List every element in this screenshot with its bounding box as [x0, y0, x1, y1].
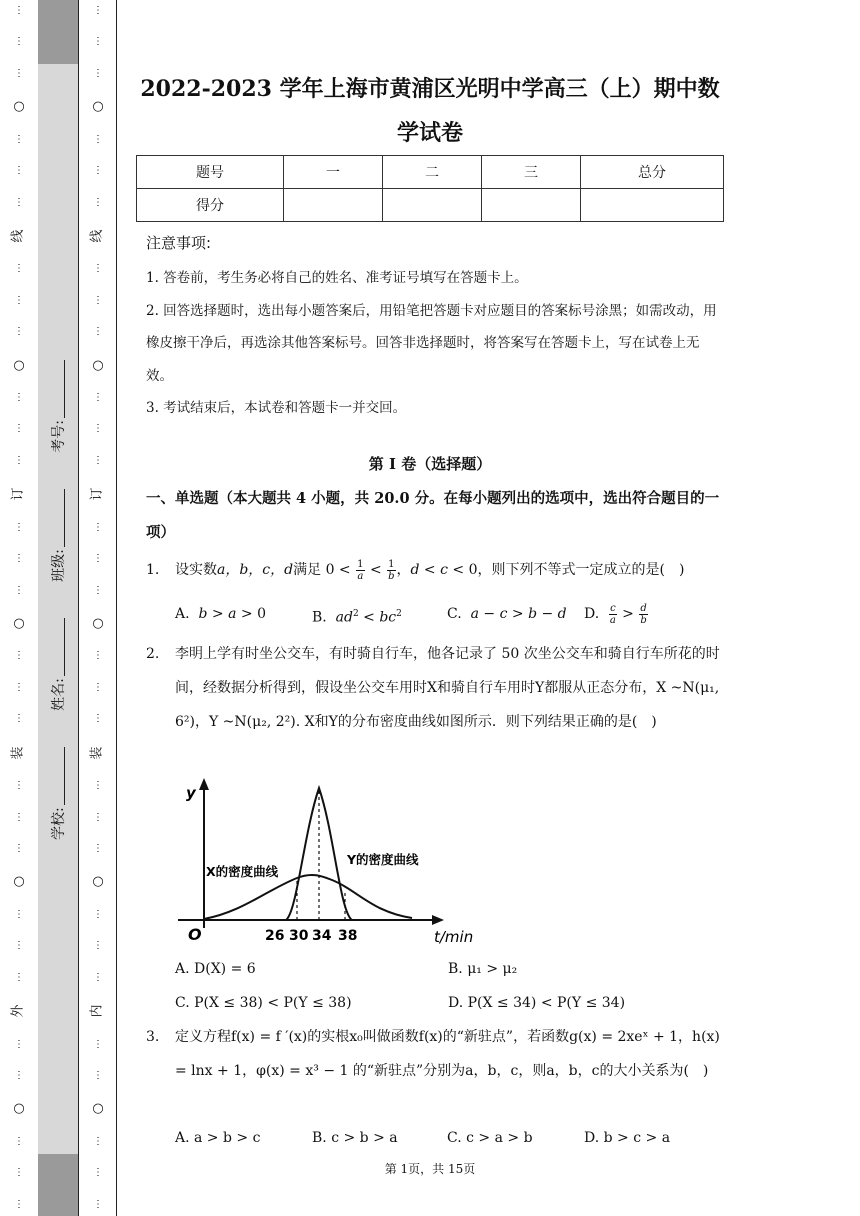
score-table-score-row [137, 189, 724, 222]
strip-cap-top [38, 0, 78, 64]
dots-icon: ⋮ [14, 326, 24, 338]
student-info [38, 360, 78, 840]
option-letter: D. [584, 606, 600, 622]
x-axis-label: t/min [434, 928, 474, 946]
dots-icon: ⋮ [14, 1167, 24, 1179]
notice-item: 1. 答卷前，考生务必将自己的姓名、准考证号填写在答题卡上。 [146, 270, 528, 286]
score-header-cell: 一 [284, 156, 383, 189]
dots-icon: ⋮ [14, 713, 24, 725]
dots-icon: ⋮ [93, 392, 103, 404]
dots-icon: ⋮ [14, 294, 24, 306]
option-d[interactable]: D. P(X ≤ 34) < P(Y ≤ 34) [448, 995, 626, 1011]
option-letter: A. [175, 606, 190, 622]
circle-icon: ○ [13, 616, 25, 632]
score-header-cell: 三 [482, 156, 581, 189]
dots-icon: ⋮ [93, 780, 103, 792]
dots-icon: ⋮ [93, 196, 103, 208]
dots-icon: ⋮ [14, 1069, 24, 1081]
dots-icon: ⋮ [93, 521, 103, 533]
dots-icon: ⋮ [14, 521, 24, 533]
dots-icon: ⋮ [14, 5, 24, 16]
outer-binding-word: 外 [10, 1004, 26, 1018]
question-number: 2. [146, 646, 160, 662]
dots-icon: ⋮ [93, 811, 103, 823]
school-field[interactable] [48, 747, 68, 840]
score-header-cell: 题号 [137, 156, 284, 189]
notice-item: 2. 回答选择题时，选出每小题答案后，用铅笔把答题卡对应题目的答案标号涂黑；如需改动，用橡皮擦干净后，再选涂其他答案标号。回答非选择题时，将答案写在答题卡上，写在试卷上无效。 [146, 302, 717, 384]
q3-options [175, 1123, 725, 1155]
dots-icon: ⋮ [93, 650, 103, 662]
x-axis-arrow [432, 915, 444, 925]
circle-icon: ○ [13, 357, 25, 373]
dots-icon: ⋮ [14, 908, 24, 920]
question-2 [146, 637, 726, 739]
dots-icon: ⋮ [14, 392, 24, 404]
dots-icon: ⋮ [14, 263, 24, 275]
option-d[interactable]: D. $\frac{c}{a}$ > $\frac{d}{b}$ [584, 602, 647, 626]
dots-icon: ⋮ [14, 940, 24, 952]
outer-binding-word: 订 [10, 487, 26, 501]
section-title: 第 I 卷（选择题） [368, 455, 492, 473]
dots-icon: ⋮ [93, 553, 103, 565]
dots-icon: ⋮ [14, 681, 24, 693]
part-heading: 一、单选题（本大题共 4 小题，共 20.0 分。在每小题列出的选项中，选出符合题目的一项） [146, 490, 720, 541]
circle-icon: ○ [13, 99, 25, 115]
circle-icon: ○ [92, 616, 104, 632]
inner-binding-word: 线 [89, 229, 105, 243]
dots-icon: ⋮ [14, 1198, 24, 1210]
notice-item: 3. 考试结束后，本试卷和答题卡一并交回。 [146, 400, 407, 416]
dots-icon: ⋮ [93, 1038, 103, 1050]
binding-strip-outer [0, 0, 39, 1216]
dots-icon: ⋮ [93, 1198, 103, 1210]
binding-strip-inner [80, 0, 117, 1216]
y-axis-arrow [199, 778, 209, 790]
dots-icon: ⋮ [14, 1135, 24, 1147]
dots-icon: ⋮ [93, 971, 103, 983]
option-b[interactable]: B. c > b > a [312, 1130, 398, 1146]
question-number: 1. [146, 562, 160, 578]
dots-icon: ⋮ [14, 971, 24, 983]
option-d[interactable]: D. b > c > a [584, 1130, 671, 1146]
dots-icon: ⋮ [14, 780, 24, 792]
option-c[interactable]: C. c > a > b [447, 1130, 533, 1146]
score-table-header-row [137, 156, 724, 189]
score-cell[interactable] [383, 189, 482, 222]
y-curve-label: Y的密度曲线 [347, 852, 419, 867]
circle-icon: ○ [92, 874, 104, 890]
q3-text: 定义方程f(x) = f ′(x)的实根x₀叫做函数f(x)的“新驻点”，若函数g(x) = 2xeˣ + 1，h(x) = lnx + 1，φ(x) = x³ − 1 的“新驻点”分别为a，b，c，则a，b，c的大小关系为( ) [175, 1029, 720, 1079]
x-tick-label: 30 [289, 928, 309, 944]
circle-icon: ○ [92, 357, 104, 373]
option-b[interactable]: B. μ₁ > μ₂ [448, 961, 518, 977]
binding-dots-inner [80, 0, 116, 1216]
option-b[interactable]: B. $ad^2 < bc^2$ [312, 609, 402, 626]
page-footer: 第 1页，共 15页 [384, 1162, 476, 1176]
circle-icon: ○ [92, 1101, 104, 1117]
circle-icon: ○ [92, 99, 104, 115]
score-cell[interactable] [581, 189, 724, 222]
option-a[interactable]: A. a > b > c [175, 1130, 261, 1146]
dots-icon: ⋮ [14, 67, 24, 79]
dots-icon: ⋮ [93, 294, 103, 306]
option-a[interactable]: A. b > a > 0 [175, 606, 266, 622]
dots-icon: ⋮ [93, 36, 103, 48]
notice-heading: 注意事项: [146, 234, 212, 252]
score-cell[interactable] [482, 189, 581, 222]
exam-number-label: 考号: [51, 420, 67, 453]
exam-title-line1: 2022-2023 学年上海市黄浦区光明中学高三（上）期中数 [140, 76, 720, 102]
dots-icon: ⋮ [14, 165, 24, 177]
q2-options [175, 954, 725, 1020]
option-letter: C. [447, 606, 462, 622]
inner-binding-word: 装 [89, 746, 105, 760]
x-curve-label: X的密度曲线 [206, 864, 279, 879]
inner-binding-word: 内 [89, 1004, 105, 1018]
dots-icon: ⋮ [93, 5, 103, 16]
dots-icon: ⋮ [93, 584, 103, 596]
dots-icon: ⋮ [93, 67, 103, 79]
circle-icon: ○ [13, 874, 25, 890]
q1-condition: 0 < $\frac{1}{a}$ < $\frac{1}{b}$ ，d < c < 0 [325, 558, 478, 582]
outer-binding-word: 线 [10, 229, 26, 243]
option-c[interactable]: C. a − c > b − d [447, 606, 567, 622]
exam-number-field[interactable] [48, 360, 68, 453]
dots-icon: ⋮ [14, 454, 24, 466]
dots-icon: ⋮ [93, 165, 103, 177]
dots-icon: ⋮ [93, 1167, 103, 1179]
dots-icon: ⋮ [14, 36, 24, 48]
x-tick-label: 38 [338, 928, 358, 944]
q1-text-b: 满足 [293, 562, 322, 578]
name-label: 姓名: [51, 678, 67, 711]
dots-icon: ⋮ [14, 196, 24, 208]
dots-icon: ⋮ [93, 454, 103, 466]
dots-icon: ⋮ [93, 263, 103, 275]
dots-icon: ⋮ [93, 908, 103, 920]
dots-icon: ⋮ [93, 713, 103, 725]
dots-icon: ⋮ [93, 133, 103, 145]
outer-binding-word: 装 [10, 746, 26, 760]
x-tick-label: 26 [265, 928, 285, 944]
question-number: 3. [146, 1029, 160, 1045]
question-3 [146, 1020, 726, 1088]
class-field[interactable] [48, 489, 68, 582]
score-header-cell: 总分 [581, 156, 724, 189]
inner-binding-word: 订 [89, 487, 105, 501]
dots-icon: ⋮ [93, 842, 103, 854]
origin-label: O [188, 925, 202, 944]
option-c[interactable]: C. P(X ≤ 38) < P(Y ≤ 38) [175, 995, 352, 1011]
dots-icon: ⋮ [14, 811, 24, 823]
dots-icon: ⋮ [93, 326, 103, 338]
dots-icon: ⋮ [93, 940, 103, 952]
dots-icon: ⋮ [14, 553, 24, 565]
q1-vars: a，b，c，d [217, 562, 294, 578]
exam-title-line2: 学试卷 [396, 120, 463, 146]
dots-icon: ⋮ [93, 423, 103, 435]
dots-icon: ⋮ [14, 1038, 24, 1050]
binding-dots-outer [0, 0, 38, 1216]
dots-icon: ⋮ [93, 1135, 103, 1147]
dots-icon: ⋮ [14, 584, 24, 596]
score-table [136, 155, 724, 222]
q2-text: 李明上学有时坐公交车，有时骑自行车，他各记录了 50 次坐公交车和骑自行车所花的时间，经数据分析得到，假设坐公交车用时X和骑自行车用时Y都服从正态分布，X ~N(μ₁, 6²)，Y ~N(μ₂, 2²). X和Y的分布密度曲线如图所示．则下列结果正确的是( ) [175, 646, 720, 730]
dots-icon: ⋮ [93, 1069, 103, 1081]
option-letter: B. [312, 609, 327, 626]
class-label: 班级: [51, 549, 67, 582]
q1-options [175, 599, 725, 631]
option-a[interactable]: A. D(X) = 6 [175, 961, 256, 977]
score-header-cell: 二 [383, 156, 482, 189]
strip-cap-bottom [38, 1154, 78, 1216]
score-row-label: 得分 [137, 189, 284, 222]
circle-icon: ○ [13, 1101, 25, 1117]
x-tick-label: 34 [312, 928, 332, 944]
x-density-curve [204, 875, 412, 919]
name-field[interactable] [48, 618, 68, 711]
score-cell[interactable] [284, 189, 383, 222]
density-figure [172, 772, 482, 950]
dots-icon: ⋮ [93, 681, 103, 693]
y-axis-label: y [186, 784, 196, 802]
question-1 [146, 553, 726, 587]
dots-icon: ⋮ [14, 423, 24, 435]
dots-icon: ⋮ [14, 650, 24, 662]
dots-icon: ⋮ [14, 842, 24, 854]
q1-text-a: 设实数 [175, 562, 217, 578]
dots-icon: ⋮ [14, 133, 24, 145]
q1-text-c: ，则下列不等式一定成立的是( ) [477, 562, 685, 578]
notice-block [146, 232, 726, 425]
school-label: 学校: [51, 807, 67, 840]
